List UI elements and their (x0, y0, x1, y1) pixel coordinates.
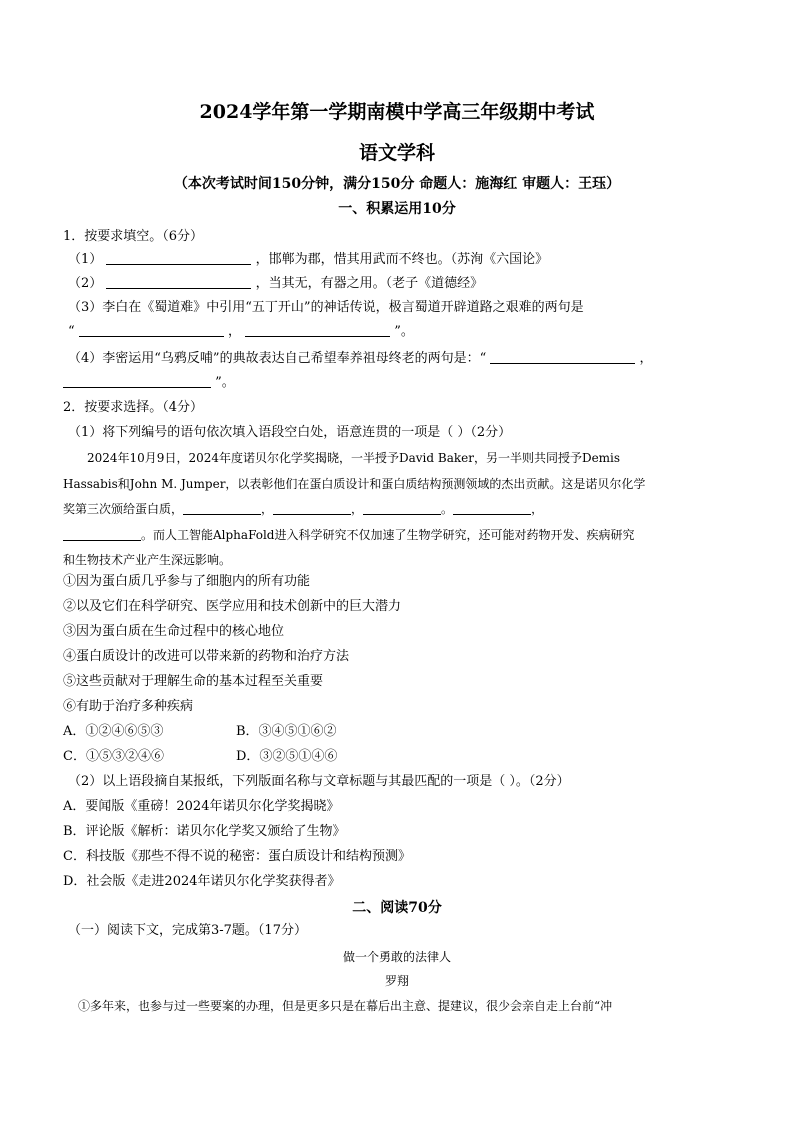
q1-item4-blank-2[interactable] (63, 373, 211, 388)
option-item: ⑤这些贡献对于理解生命的基本过程至关重要 (63, 674, 324, 689)
q1-item4-blank-1[interactable] (490, 349, 635, 364)
passage-line: 2024年10月9日，2024年度诺贝尔化学奖揭晓，一半授予David Baker，另一半则共同授予Demis (87, 451, 621, 465)
exam-info: （本次考试时间150分钟，满分150分 命题人：施海红 审题人：王珏） (173, 176, 621, 192)
section-2-heading: 二、阅读70分 (352, 900, 442, 916)
sub2-choice-a[interactable]: A．要闻版《重磅！2024年诺贝尔化学奖揭晓》 (63, 799, 340, 814)
reading-intro: （一）阅读下文，完成第3-7题。（17分） (68, 923, 307, 938)
passage-line (63, 497, 733, 523)
passage-blank-5[interactable] (63, 526, 141, 541)
q1-item3-answer (68, 322, 414, 342)
comma: ， (227, 324, 241, 339)
q1-item2-num: （2） (68, 276, 103, 291)
exam-title: 2024学年第一学期南模中学高三年级期中考试 (199, 101, 595, 123)
comma: ， (639, 351, 653, 366)
q1-item1-text: ，邯郸为郡，惜其用武而不终也。（苏洵《六国论》 (255, 252, 549, 267)
option-item: ①因为蛋白质几乎参与了细胞内的所有功能 (63, 574, 311, 589)
q1-item1 (68, 250, 548, 270)
passage-line: 和生物技术产业产生深远影响。 (63, 553, 232, 567)
q1-item3-blank-2[interactable] (245, 322, 390, 337)
q1-item2-text: ，当其无，有器之用。（老子《道德经》 (255, 276, 484, 291)
passage-blank-1[interactable] (183, 500, 261, 515)
q1-item4 (68, 349, 653, 369)
close-quote: ”。 (394, 324, 414, 339)
q2-sub2: （2）以上语段摘自某报纸，下列版面名称与文章标题与其最匹配的一项是（ ）。（2分） (68, 774, 570, 789)
option-item: ②以及它们在科学研究、医学应用和技术创新中的巨大潜力 (63, 599, 402, 614)
option-item: ③因为蛋白质在生命过程中的核心地位 (63, 624, 285, 639)
comma: ， (351, 502, 364, 516)
choice-b[interactable]: B．③④⑤①⑥② (236, 724, 337, 739)
q1-item2-blank[interactable] (106, 274, 251, 289)
q2-passage (63, 446, 733, 574)
sub2-choice-b[interactable]: B．评论版《解析：诺贝尔化学奖又颁给了生物》 (63, 824, 346, 839)
open-quote: “ (68, 324, 75, 339)
option-item: ④蛋白质设计的改进可以带来新的药物和治疗方法 (63, 649, 350, 664)
period: 。 (441, 502, 454, 516)
choice-c[interactable]: C．①⑤③②④⑥ (63, 749, 164, 764)
q2-stem: 2．按要求选择。（4分） (63, 400, 204, 415)
article-author: 罗翔 (384, 974, 409, 988)
passage-blank-3[interactable] (363, 500, 441, 515)
q1-item1-blank[interactable] (106, 250, 251, 265)
q1-item1-num: （1） (68, 252, 103, 267)
choice-d[interactable]: D．③②⑤①④⑥ (236, 749, 338, 764)
q1-item4-cont (63, 373, 235, 393)
article-title: 做一个勇敢的法律人 (342, 950, 451, 964)
option-item: ⑥有助于治疗多种疾病 (63, 699, 194, 714)
passage-line (63, 523, 733, 549)
passage-blank-2[interactable] (273, 500, 351, 515)
q1-item4-text: （4）李密运用“乌鸦反哺”的典故表达自己希望奉养祖母终老的两句是：“ (68, 351, 487, 366)
choice-a[interactable]: A．①②④⑥⑤③ (63, 724, 164, 739)
q1-item3: （3）李白在《蜀道难》中引用“五丁开山”的神话传说，极言蜀道开辟道路之艰难的两句是 (68, 300, 584, 315)
subject-title: 语文学科 (358, 142, 435, 164)
sub2-choice-c[interactable]: C．科技版《那些不得不说的秘密：蛋白质设计和结构预测》 (63, 849, 411, 864)
section-1-heading: 一、积累运用10分 (338, 201, 456, 217)
passage-text: 奖第三次颁给蛋白质， (63, 502, 184, 516)
comma: ， (261, 502, 274, 516)
q2-sub1: （1）将下列编号的语句依次填入语段空白处，语意连贯的一项是（ ）（2分） (68, 425, 512, 440)
passage-text: 。而人工智能AlphaFold进入科学研究不仅加速了生物学研究，还可能对药物开发、疾病研究 (141, 527, 635, 542)
passage-blank-4[interactable] (453, 500, 531, 515)
passage-line: Hassabis和John M. Jumper，以表彰他们在蛋白质设计和蛋白质结构预测领域的杰出贡献。这是诺贝尔化学 (63, 476, 646, 491)
q1-item2 (68, 274, 483, 294)
sub2-choice-d[interactable]: D．社会版《走进2024年诺贝尔化学奖获得者》 (63, 874, 341, 889)
article-paragraph-1: ①多年来，也参与过一些要案的办理，但是更多只是在幕后出主意、提建议，很少会亲自走上台前“冲 (78, 999, 613, 1013)
q1-item3-blank-1[interactable] (79, 322, 224, 337)
comma: ， (531, 502, 544, 516)
close-quote: ”。 (215, 375, 235, 390)
q1-stem: 1．按要求填空。（6分） (63, 229, 204, 244)
